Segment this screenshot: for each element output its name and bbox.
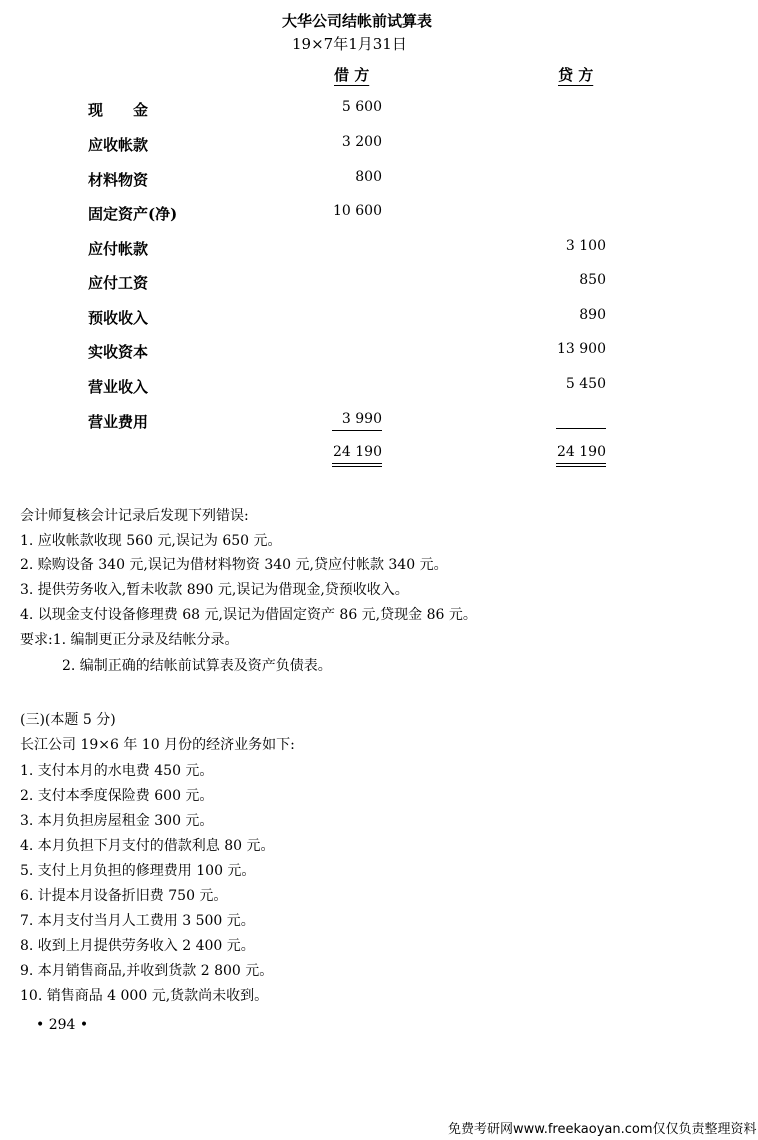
account-name: 应付帐款 [88,240,149,258]
debit-column-header: 借 方 [334,66,370,84]
requirement-2: 2. 编制正确的结帐前试算表及资产负债表。 [62,658,332,674]
credit-subtotal-rule [556,428,606,429]
requirement-1: 要求:1. 编制更正分录及结帐分录。 [20,632,239,648]
account-name: 固定资产(净) [88,205,178,223]
section-intro: 长江公司 19×6 年 10 月份的经济业务如下: [20,737,295,753]
account-name: 应付工资 [88,274,149,292]
debit-value: 5 600 [341,99,382,115]
table-date: 19×7年1月31日 [292,35,407,53]
credit-total-double-rule [556,463,606,464]
business-item: 7. 本月支付当月人工费用 3 500 元。 [20,913,255,929]
business-item: 5. 支付上月负担的修理费用 100 元。 [20,863,256,879]
debit-value: 10 600 [333,203,382,219]
account-name: 预收收入 [88,309,149,327]
debit-value: 800 [355,169,382,185]
credit-column-header: 贷 方 [558,66,594,84]
business-item: 1. 支付本月的水电费 450 元。 [20,763,214,779]
credit-value: 890 [579,307,606,323]
error-item: 4. 以现金支付设备修理费 68 元,误记为借固定资产 86 元,贷现金 86 元。 [20,607,477,623]
section-heading: (三)(本题 5 分) [20,712,116,728]
credit-value: 3 100 [565,238,606,254]
debit-subtotal-rule [332,430,382,431]
debit-total-double-rule [332,466,382,467]
business-item: 3. 本月负担房屋租金 300 元。 [20,813,214,829]
credit-value: 13 900 [557,341,606,357]
business-item: 4. 本月负担下月支付的借款利息 80 元。 [20,838,275,854]
debit-value: 3 200 [341,134,382,150]
business-item: 2. 支付本季度保险费 600 元。 [20,788,214,804]
footer-watermark: 免费考研网www.freekaoyan.com仅仅负责整理资料 [448,1122,757,1137]
error-item: 2. 赊购设备 340 元,误记为借材料物资 340 元,贷应付帐款 340 元。 [20,557,448,573]
errors-intro: 会计师复核会计记录后发现下列错误: [20,508,249,524]
business-item: 10. 销售商品 4 000 元,货款尚未收到。 [20,988,269,1004]
debit-total-double-rule [332,463,382,464]
business-item: 9. 本月销售商品,并收到货款 2 800 元。 [20,963,274,979]
business-item: 6. 计提本月设备折旧费 750 元。 [20,888,228,904]
debit-value: 3 990 [341,411,382,427]
credit-total: 24 190 [557,444,606,460]
credit-value: 850 [579,272,606,288]
error-item: 1. 应收帐款收现 560 元,误记为 650 元。 [20,533,282,549]
account-name: 实收资本 [88,343,149,361]
account-name: 应收帐款 [88,136,149,154]
credit-value: 5 450 [565,376,606,392]
page-number: • 294 • [36,1017,89,1033]
error-item: 3. 提供劳务收入,暂未收款 890 元,误记为借现金,贷预收收入。 [20,582,409,598]
account-name: 材料物资 [88,171,149,189]
account-name: 营业收入 [88,378,149,396]
account-name: 营业费用 [88,413,149,431]
table-title: 大华公司结帐前试算表 [282,12,433,30]
credit-total-double-rule [556,466,606,467]
account-name: 现 金 [88,101,149,119]
business-item: 8. 收到上月提供劳务收入 2 400 元。 [20,938,255,954]
debit-total: 24 190 [333,444,382,460]
